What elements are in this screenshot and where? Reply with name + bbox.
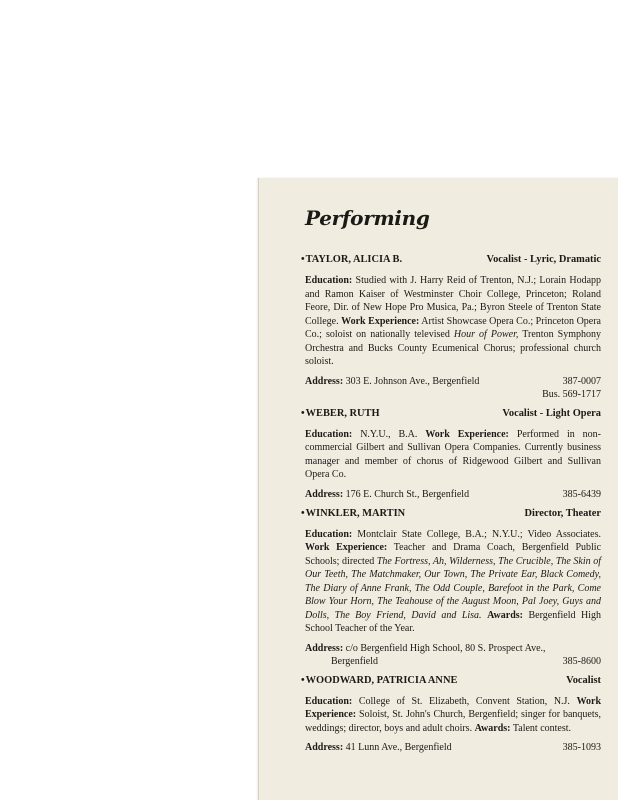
work-label: Work Experience: (305, 695, 602, 720)
address-label: Address: (305, 642, 344, 654)
education-label: Education: (305, 695, 353, 707)
address-label: Address: (305, 488, 344, 500)
entry-header (301, 508, 601, 519)
work-text: Teacher and Drama Coach, Bergenfield Public Schools; directed (305, 542, 602, 567)
entry-role: Vocalist - Light Opera (502, 407, 601, 419)
directory-entry (305, 408, 601, 501)
directory-entry (305, 254, 601, 401)
work-text-cont: Trenton Symphony Orchestra and Bucks County Ecumenical Chorus; professional church soloist. (305, 329, 601, 367)
address-text: c/o Bergenfield High School, 80 S. Prospect Ave., (345, 642, 546, 654)
entry-name: • WOODWARD, PATRICIA ANNE (301, 675, 457, 686)
awards-text: Bergenfield High School Teacher of the Year. (305, 609, 602, 634)
address-text-2: Bergenfield (331, 655, 379, 667)
entry-description (305, 695, 601, 736)
work-text: Soloist, St. John's Church, Bergenfield; singer for banquets, weddings; director, boys and adult choirs. (305, 709, 601, 734)
address-row-2 (305, 655, 601, 668)
education-text: N.Y.U., B.A. (360, 428, 418, 440)
awards-label: Awards: (487, 609, 523, 621)
address-row (305, 741, 601, 754)
education-label: Education: (305, 528, 353, 540)
phone-number: 385-8600 (562, 655, 601, 667)
work-text: Artist Showcase Opera Co.; Princeton Opera Co.; soloist on nationally televised (305, 315, 601, 340)
directory-entry (305, 508, 601, 668)
address-text: 303 E. Johnson Ave., Bergenfield (345, 375, 480, 387)
address-row (305, 642, 601, 655)
entry-header (301, 408, 601, 419)
entry-name: • WEBER, RUTH (301, 408, 380, 419)
address-text: 41 Lunn Ave., Bergenfield (345, 742, 452, 753)
entry-header (301, 254, 601, 265)
entry-role: Vocalist (566, 674, 601, 686)
work-titles-italic: The Fortress, Ah, Wilderness, The Crucible, The Skin of Our Teeth, The Matchmaker, Our Town, The Private Ear, Black Comedy, The Diary of Anne Frank, The Odd Couple, Barefoot in the Park, Come Blow Your Horn, The Teahouse of the August Moon, Pal Joey, Guys and Dolls, The Boy Friend, David and Lisa. (305, 555, 602, 621)
awards-text: Talent contest. (512, 722, 572, 734)
phone-number: 387-0007 (562, 375, 601, 387)
entry-name: • TAYLOR, ALICIA B. (301, 254, 402, 265)
business-phone: Bus. 569-1717 (542, 388, 601, 400)
entry-description (305, 274, 601, 369)
address-label: Address: (305, 742, 344, 753)
work-title-italic: Hour of Power, (453, 329, 519, 340)
address-text: 176 E. Church St., Bergenfield (345, 488, 470, 500)
phone-number: 385-6439 (562, 488, 601, 500)
section-title: Performing (305, 206, 430, 230)
work-text: Performed in non-commercial Gilbert and Sullivan Opera Companies. Currently business manager and member of chorus of Ridgewood Gilbert and Sullivan Opera Co. (305, 428, 602, 480)
entry-description (305, 428, 601, 482)
entry-name: • WINKLER, MARTIN (301, 508, 405, 519)
awards-label: Awards: (474, 722, 511, 734)
directory-entry (305, 675, 601, 755)
entry-role: Director, Theater (524, 507, 601, 519)
address-row (305, 375, 601, 388)
education-label: Education: (305, 428, 353, 440)
entry-role: Vocalist - Lyric, Dramatic (486, 254, 601, 265)
entry-description (305, 528, 601, 636)
education-text: Studied with J. Harry Reid of Trenton, N.J.; Lorain Hodapp and Ramon Kaiser of Westminster Choir College, Princeton; Roland Feore, Dir. of New Hope Pro Musica, Pa.; Byron Steele of Trenton State College. (305, 275, 602, 327)
phone-number: 385-1093 (562, 742, 601, 753)
work-label: Work Experience: (341, 315, 420, 327)
entry-header (301, 675, 601, 686)
education-text: Montclair State College, B.A.; N.Y.U.; Video Associates. (357, 528, 602, 540)
education-text: College of St. Elizabeth, Convent Station, N.J. (358, 695, 570, 707)
address-label: Address: (305, 375, 344, 387)
work-label: Work Experience: (305, 542, 388, 553)
page-content (305, 206, 601, 761)
education-label: Education: (305, 275, 353, 286)
work-label: Work Experience: (425, 428, 509, 440)
address-row (305, 488, 601, 501)
